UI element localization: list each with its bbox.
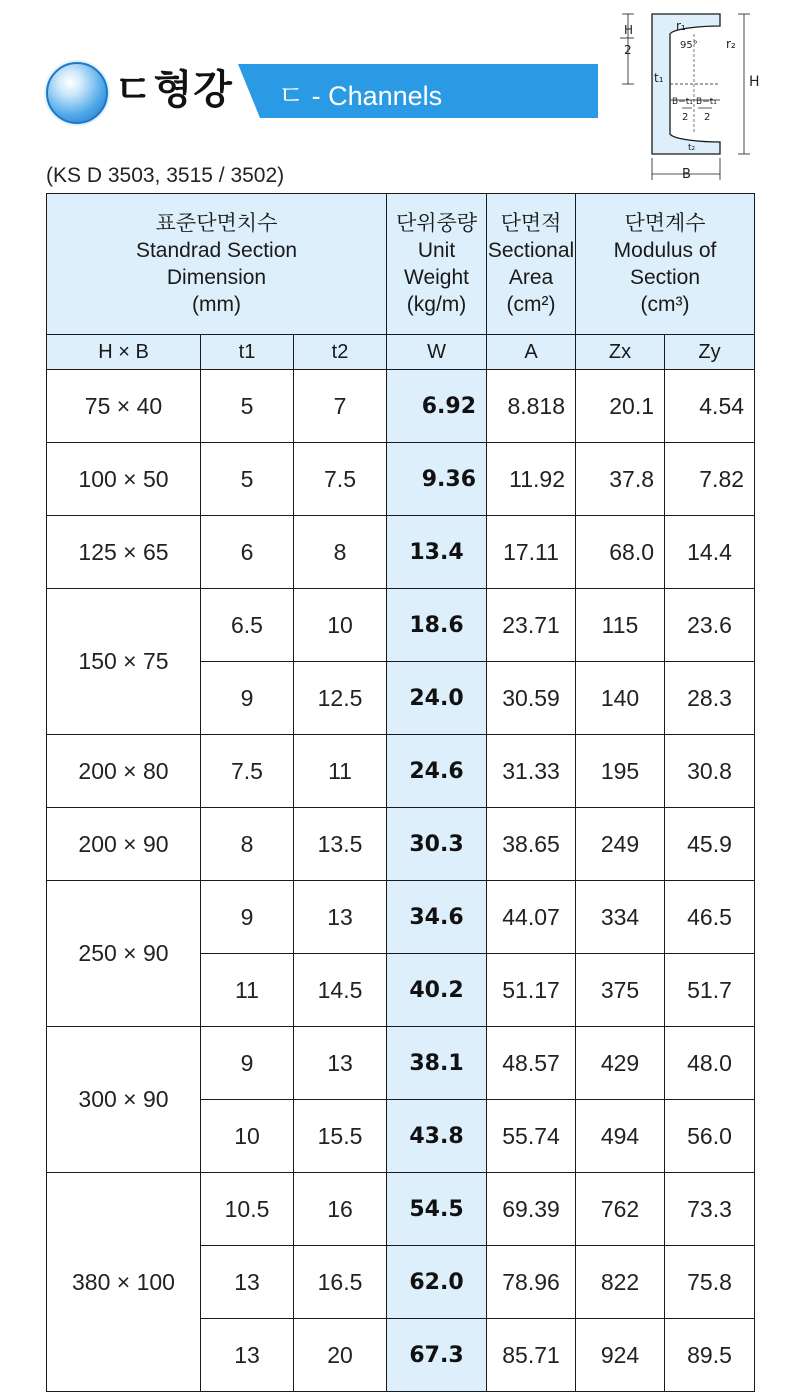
cell-zx: 375 [576, 954, 665, 1027]
subheader-w: W [387, 335, 487, 370]
cell-a: 85.71 [487, 1319, 576, 1392]
cell-w: 43.8 [387, 1100, 487, 1173]
cell-zy: 14.4 [665, 516, 755, 589]
header-dimension-en-1: Standrad Section [135, 239, 298, 262]
channel-section-diagram [612, 4, 762, 184]
cell-t1: 9 [201, 881, 294, 954]
table-row [47, 1173, 755, 1246]
header-area-en-2: Area [508, 266, 554, 289]
cell-t1: 13 [201, 1319, 294, 1392]
cell-t2: 10 [294, 589, 387, 662]
header-area-ko: 단면적 [500, 212, 562, 235]
cell-t2: 8 [294, 516, 387, 589]
header-area-unit: (cm²) [506, 293, 556, 316]
diagram-label-b-minus-t1-right-denominator: 2 [704, 112, 711, 123]
header-area-en-1: Sectional [487, 239, 575, 262]
cell-t2: 13 [294, 881, 387, 954]
channel-spec-table [46, 193, 755, 1392]
diagram-label-b-minus-t1-right: B−t₁ [696, 97, 717, 107]
cell-zy: 30.8 [665, 735, 755, 808]
cell-zx: 20.1 [576, 370, 665, 443]
cell-t2: 13.5 [294, 808, 387, 881]
cell-t2: 16.5 [294, 1246, 387, 1319]
cell-zx: 140 [576, 662, 665, 735]
cell-w: 38.1 [387, 1027, 487, 1100]
cell-t2: 16 [294, 1173, 387, 1246]
cell-w: 67.3 [387, 1319, 487, 1392]
diagram-label-b-minus-t1-left: B−t₁ [672, 97, 693, 107]
diagram-label-b: B [682, 167, 691, 182]
cell-hb: 125 × 65 [47, 516, 201, 589]
header-area [487, 194, 576, 335]
table-row [47, 808, 755, 881]
cell-a: 48.57 [487, 1027, 576, 1100]
cell-zx: 195 [576, 735, 665, 808]
cell-t1: 6 [201, 516, 294, 589]
cell-hb: 200 × 80 [47, 735, 201, 808]
cell-zx: 429 [576, 1027, 665, 1100]
standard-reference: (KS D 3503, 3515 / 3502) [46, 164, 285, 187]
table-row [47, 881, 755, 954]
cell-zy: 48.0 [665, 1027, 755, 1100]
cell-zy: 56.0 [665, 1100, 755, 1173]
cell-t1: 8 [201, 808, 294, 881]
cell-zy: 4.54 [665, 370, 755, 443]
table-row [47, 370, 755, 443]
cell-a: 51.17 [487, 954, 576, 1027]
cell-t1: 9 [201, 662, 294, 735]
cell-hb: 300 × 90 [47, 1027, 201, 1173]
cell-t2: 12.5 [294, 662, 387, 735]
table-row [47, 1027, 755, 1100]
header-weight-unit: (kg/m) [406, 293, 467, 316]
header-weight-en-1: Unit [417, 239, 456, 262]
cell-hb: 100 × 50 [47, 443, 201, 516]
cell-w: 13.4 [387, 516, 487, 589]
cell-zx: 924 [576, 1319, 665, 1392]
cell-t2: 11 [294, 735, 387, 808]
cell-t2: 20 [294, 1319, 387, 1392]
cell-w: 34.6 [387, 881, 487, 954]
cell-zy: 51.7 [665, 954, 755, 1027]
cell-zx: 822 [576, 1246, 665, 1319]
cell-hb: 250 × 90 [47, 881, 201, 1027]
cell-a: 23.71 [487, 589, 576, 662]
header-weight-ko: 단위중량 [395, 212, 478, 235]
cell-w: 9.36 [387, 443, 487, 516]
cell-a: 8.818 [487, 370, 576, 443]
section-bullet-icon [46, 62, 108, 124]
cell-w: 62.0 [387, 1246, 487, 1319]
diagram-label-h-half-denominator: 2 [624, 43, 632, 57]
cell-a: 31.33 [487, 735, 576, 808]
page-title: ㄷ형강 [114, 67, 233, 113]
cell-t1: 6.5 [201, 589, 294, 662]
header-modulus-ko: 단면계수 [624, 212, 706, 235]
cell-zy: 23.6 [665, 589, 755, 662]
cell-a: 44.07 [487, 881, 576, 954]
cell-t1: 11 [201, 954, 294, 1027]
cell-t1: 10.5 [201, 1173, 294, 1246]
cell-zy: 7.82 [665, 443, 755, 516]
header-weight [387, 194, 487, 335]
header-modulus-en-1: Modulus of [613, 239, 717, 262]
diagram-label-t2: t₂ [688, 143, 696, 153]
cell-a: 17.11 [487, 516, 576, 589]
cell-w: 30.3 [387, 808, 487, 881]
header-dimension-en-2: Dimension [166, 266, 267, 289]
cell-hb: 200 × 90 [47, 808, 201, 881]
diagram-label-r2: r₂ [726, 37, 736, 51]
cell-t2: 15.5 [294, 1100, 387, 1173]
cell-w: 54.5 [387, 1173, 487, 1246]
cell-t2: 14.5 [294, 954, 387, 1027]
subheader-a: A [487, 335, 576, 370]
cell-a: 55.74 [487, 1100, 576, 1173]
cell-t1: 5 [201, 370, 294, 443]
cell-t2: 7 [294, 370, 387, 443]
subheader-hb: H × B [47, 335, 201, 370]
cell-zy: 89.5 [665, 1319, 755, 1392]
cell-zx: 762 [576, 1173, 665, 1246]
subheader-t2: t2 [294, 335, 387, 370]
cell-w: 40.2 [387, 954, 487, 1027]
subheader-t1: t1 [201, 335, 294, 370]
cell-zy: 46.5 [665, 881, 755, 954]
diagram-label-b-minus-t1-left-denominator: 2 [682, 112, 689, 123]
cell-t1: 13 [201, 1246, 294, 1319]
header-dimension-unit: (mm) [192, 293, 241, 316]
cell-w: 6.92 [387, 370, 487, 443]
header-weight-en-2: Weight [404, 266, 469, 289]
table-row [47, 516, 755, 589]
header-modulus-en-2: Section [630, 266, 701, 289]
page-subtitle: ㄷ - Channels [278, 81, 443, 111]
cell-t2: 7.5 [294, 443, 387, 516]
subheader-zx: Zx [576, 335, 665, 370]
cell-zy: 73.3 [665, 1173, 755, 1246]
header-dimension-ko: 표준단면치수 [155, 212, 278, 235]
header-dimension [47, 194, 387, 335]
table-row [47, 735, 755, 808]
cell-a: 69.39 [487, 1173, 576, 1246]
cell-zy: 28.3 [665, 662, 755, 735]
diagram-label-h: H [749, 74, 760, 90]
cell-w: 18.6 [387, 589, 487, 662]
cell-zx: 334 [576, 881, 665, 954]
cell-zx: 37.8 [576, 443, 665, 516]
cell-a: 11.92 [487, 443, 576, 516]
cell-zx: 494 [576, 1100, 665, 1173]
table-row [47, 589, 755, 662]
diagram-label-t1: t₁ [654, 71, 664, 85]
cell-w: 24.0 [387, 662, 487, 735]
diagram-label-h-half: H [624, 23, 634, 37]
cell-hb: 380 × 100 [47, 1173, 201, 1392]
cell-zx: 68.0 [576, 516, 665, 589]
diagram-label-r1: r₁ [676, 19, 686, 33]
header-modulus-unit: (cm³) [640, 293, 690, 316]
diagram-label-angle: 95° [680, 40, 698, 51]
cell-t1: 9 [201, 1027, 294, 1100]
cell-zy: 45.9 [665, 808, 755, 881]
header-modulus [576, 194, 755, 335]
cell-hb: 75 × 40 [47, 370, 201, 443]
cell-t1: 7.5 [201, 735, 294, 808]
subheader-zy: Zy [665, 335, 755, 370]
table-row [47, 443, 755, 516]
cell-zy: 75.8 [665, 1246, 755, 1319]
cell-zx: 249 [576, 808, 665, 881]
cell-a: 30.59 [487, 662, 576, 735]
cell-w: 24.6 [387, 735, 487, 808]
cell-a: 78.96 [487, 1246, 576, 1319]
cell-a: 38.65 [487, 808, 576, 881]
cell-hb: 150 × 75 [47, 589, 201, 735]
cell-t2: 13 [294, 1027, 387, 1100]
cell-t1: 5 [201, 443, 294, 516]
cell-zx: 115 [576, 589, 665, 662]
cell-t1: 10 [201, 1100, 294, 1173]
